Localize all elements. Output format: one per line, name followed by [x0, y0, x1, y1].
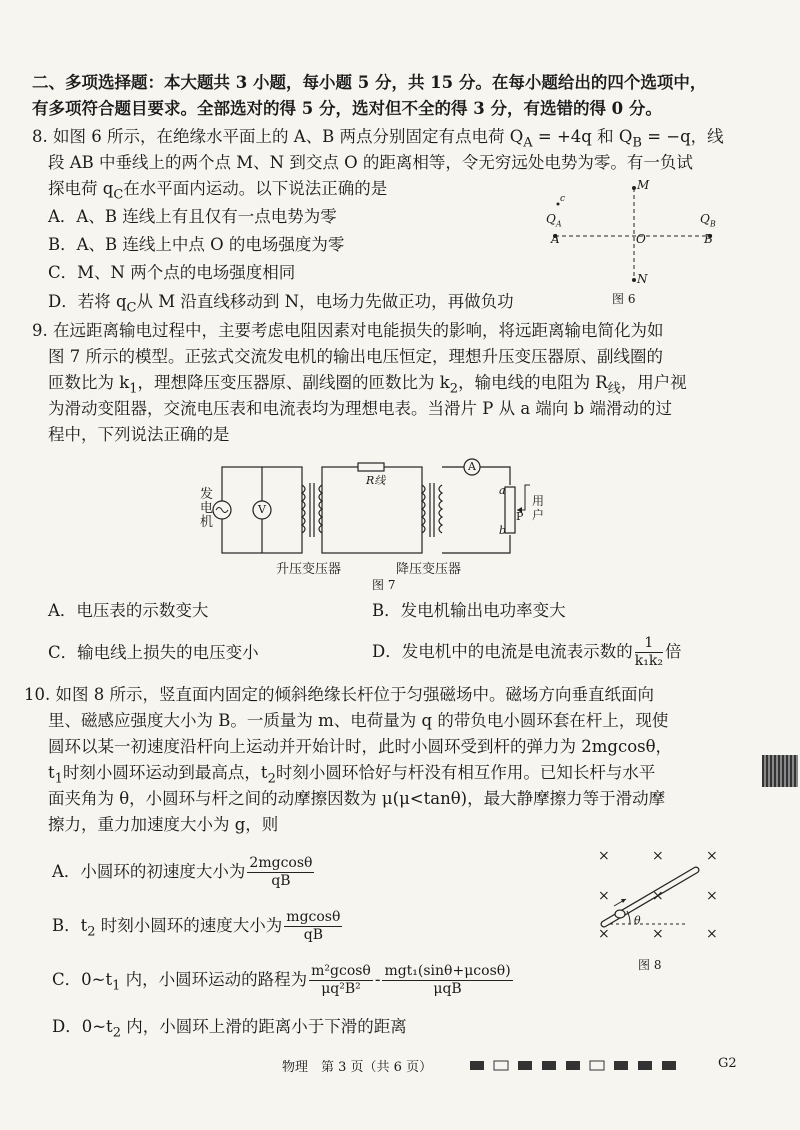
q9-option-a: A．电压表的示数变大: [48, 601, 209, 620]
q10-option-d: D．$0\sim t_2$ 内，小圆环上滑的距离小于下滑的距离: [52, 1017, 407, 1041]
fig8-cross: ×: [598, 888, 610, 904]
q8-line1: 8. 如图 6 所示，在绝缘水平面上的 A、B 两点分别固定有点电荷 $Q_A = +4q$ 和 $Q_B = -q$，线: [32, 127, 724, 151]
q9-option-c: C．输电线上损失的电压变小: [48, 643, 259, 662]
fig6-label-m: M: [637, 178, 650, 192]
fig7-label-b: b: [499, 524, 507, 537]
q8-option-b: B．A、B 连线上中点 O 的电场强度为零: [48, 235, 345, 254]
fig6-label-qb: $Q_B$: [700, 212, 716, 229]
fig6-label-b: B: [704, 232, 713, 246]
q10-line2: 里、磁感应强度大小为 B。一质量为 m、电荷量为 q 的带负电小圆环套在杆上，现使: [48, 711, 669, 730]
q9-option-d: D．发电机中的电流是电流表示数的 $\frac{1}{\text{k₁k₂}}$ 倍: [372, 635, 682, 669]
q10-line5: 面夹角为 θ，小圆环与杆之间的动摩擦因数为 μ(μ<tanθ)，最大静摩擦力等于滑动摩: [48, 789, 666, 808]
fig6-point-n: [632, 278, 636, 282]
fig8-cross: ×: [652, 926, 664, 942]
footer-marks: [470, 1059, 690, 1073]
fig7-caption: 图 7: [372, 578, 396, 592]
q9-line1: 9. 在远距离输电过程中，主要考虑电阻因素对电能损失的影响，将远距离输电简化为如: [32, 321, 664, 340]
footer-page: 物理 第 3 页（共 6 页）: [282, 1060, 433, 1075]
section-heading-line2: 有多项符合题目要求。全部选对的得 5 分，选对但不全的得 3 分，有选错的得 0 分。: [32, 99, 662, 118]
q10-line4: $t_1$时刻小圆环运动到最高点，$t_2$时刻小圆环恰好与杆没有相互作用。已知长杆与水平: [48, 763, 656, 787]
fig8-cross: ×: [706, 888, 718, 904]
fig7-generator-label: 发 电 机: [200, 487, 214, 530]
fig8-cross: ×: [652, 848, 664, 864]
fig8-caption: 图 8: [638, 958, 662, 972]
fig6-label-qa: $Q_A$: [546, 212, 562, 229]
fig6-label-o: O: [636, 232, 646, 246]
fig8-cross: ×: [652, 888, 664, 904]
fig8-cross: ×: [598, 848, 610, 864]
fig8-theta: θ: [634, 914, 641, 927]
fig7-label-p: P: [516, 510, 524, 523]
fig6-label-a: A: [551, 232, 560, 246]
q9-line3: 匝数比为 $k_1$，理想降压变压器原、副线圈的匝数比为 $k_2$，输电线的电阻为 $R_线$，用户视: [48, 373, 687, 397]
fig8-ring: [615, 910, 625, 918]
q9-option-b: B．发电机输出电功率变大: [372, 601, 566, 620]
side-marker: [762, 755, 798, 787]
q10-option-b: B．$t_2$ 时刻小圆环的速度大小为 $\frac{mgcos\theta}{qB}$: [52, 909, 341, 943]
q8-line2: 段 AB 中垂线上的两个点 M、N 到交点 O 的距离相等，令无穷远处电势为零。有一负试: [48, 153, 693, 172]
fig8-cross: ×: [706, 926, 718, 942]
q10-line3: 圆环以某一初速度沿杆向上运动并开始计时，此时小圆环受到杆的弹力为 2mgcosθ，: [48, 737, 673, 756]
q10-line6: 擦力，重力加速度大小为 g，则: [48, 815, 279, 834]
fig8-cross: ×: [598, 926, 610, 942]
q10-option-c: C．$0\sim t_1$ 内，小圆环运动的路程为 $\frac{\text{m²gcosθ}}{\text{μq²B²}}$ - $\frac{\text{mgt₁(sinθ+μcosθ)}}{\text{μqB}}$: [52, 963, 511, 997]
q8-option-a: A．A、B 连线上有且仅有一点电势为零: [48, 207, 337, 226]
fig7-user-label: 用 户: [532, 494, 545, 522]
line-resistor: [358, 463, 384, 471]
fig7-step-down-label: 降压变压器: [396, 562, 462, 577]
fig8-cross: ×: [706, 848, 718, 864]
q8-option-d: D．若将 $q_C$从 M 沿直线移动到 N，电场力先做正功，再做负功: [48, 292, 514, 316]
q10-option-a: A．小圆环的初速度大小为 $\frac{2mgcos\theta}{qB}$: [52, 855, 313, 889]
footer-code: G2: [718, 1056, 737, 1071]
section-heading-line1: 二、多项选择题：本大题共 3 小题，每小题 5 分，共 15 分。在每小题给出的四个选项中，: [32, 73, 707, 92]
fig7-resistor-label: R线: [366, 474, 386, 487]
fig7-voltmeter-label: V: [258, 503, 266, 516]
fig7-step-up-label: 升压变压器: [276, 562, 342, 577]
q10-line1: 10. 如图 8 所示，竖直面内固定的倾斜绝缘长杆位于匀强磁场中。磁场方向垂直纸面向: [24, 685, 654, 704]
fig7-ammeter-label: A: [468, 460, 476, 473]
user-rheostat: [505, 487, 515, 533]
fig6-label-c: c: [560, 194, 566, 204]
q9-line4: 为滑动变阻器，交流电压表和电流表均为理想电表。当滑片 P 从 a 端向 b 端滑动的过: [48, 399, 672, 418]
fig6-point-m: [632, 186, 636, 190]
q9-line2: 图 7 所示的模型。正弦式交流发电机的输出电压恒定，理想升压变压器原、副线圈的: [48, 347, 663, 366]
fig7-label-a: a: [499, 484, 506, 497]
q8-line3: 探电荷 $q_C$在水平面内运动。以下说法正确的是: [48, 179, 388, 203]
fig6-label-n: N: [637, 272, 648, 286]
fig6-caption: 图 6: [612, 292, 636, 306]
q9-line5: 程中，下列说法正确的是: [48, 425, 230, 444]
q8-option-c: C．M、N 两个点的电场强度相同: [48, 263, 296, 282]
